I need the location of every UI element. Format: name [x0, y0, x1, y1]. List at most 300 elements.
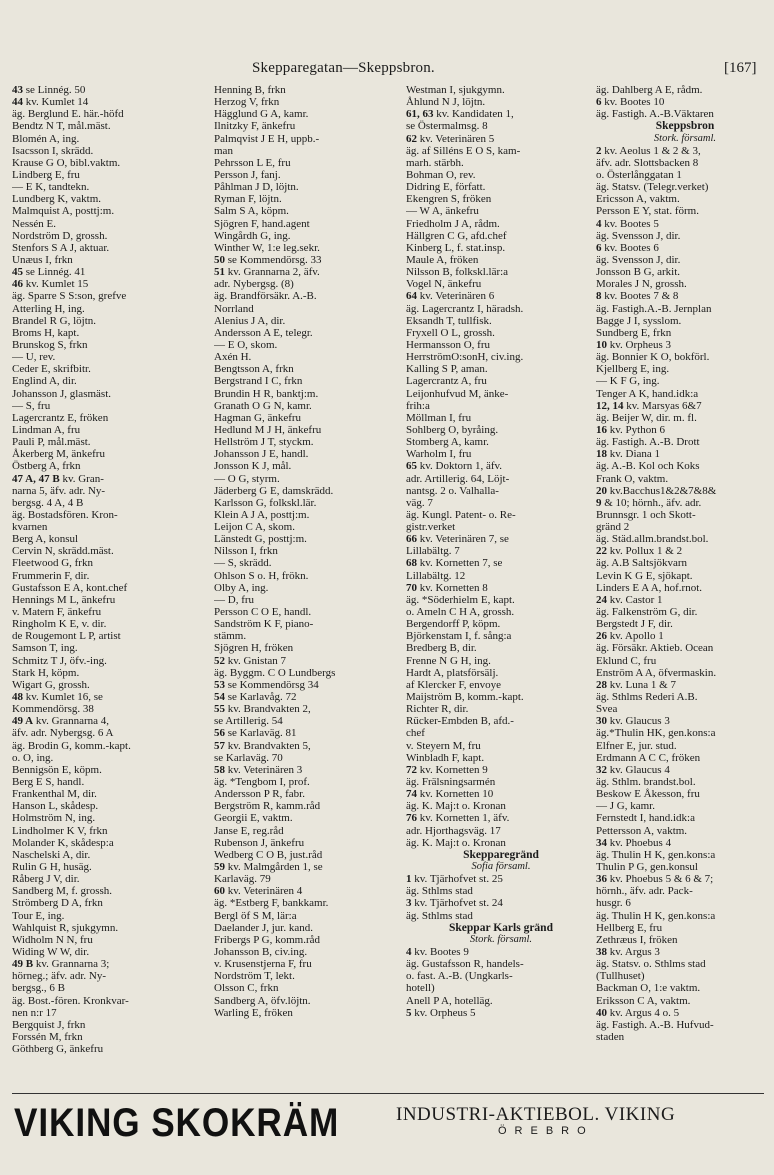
- directory-entry: 3 kv. Tjärhofvet st. 24: [406, 897, 503, 910]
- directory-entry: Ilnitzky F, änkefru: [214, 120, 296, 133]
- directory-entry: Wahlquist R, sjukgymn.: [12, 921, 119, 934]
- directory-entry: Rücker-Embden B, afd.-: [406, 715, 514, 728]
- directory-entry: 59 kv. Malmgården 1, se: [214, 861, 323, 873]
- directory-entry: 44 kv. Kumlet 14: [12, 96, 89, 109]
- directory-entry: Frummerin F, dir.: [12, 569, 90, 582]
- directory-entry: Stomberg A, kamr.: [406, 436, 489, 449]
- directory-entry: se Östermalmsg. 8: [406, 120, 488, 133]
- directory-entry: Åkerberg M, änkefru: [12, 448, 105, 461]
- directory-entry: gränd 2: [596, 521, 630, 534]
- directory-entry: nantsg. 2 o. Valhalla-: [406, 484, 499, 497]
- directory-entry: Bergl öf S M, lär:a: [214, 909, 297, 922]
- directory-entry: äg. af Silléns E O S, kam-: [406, 144, 521, 157]
- directory-entry: Lindman A, fru: [12, 423, 81, 436]
- directory-entry: 76 kv. Kornetten 1, äfv.: [406, 812, 510, 825]
- directory-entry: Bergquist J, frkn: [12, 1018, 86, 1031]
- directory-entry: Stenfors S A J, aktuar.: [12, 241, 110, 254]
- directory-column-2: [214, 84, 404, 1094]
- directory-entry: Blomén A, ing.: [12, 132, 80, 145]
- directory-entry: se Artillerig. 54: [214, 715, 283, 728]
- directory-entry: hörnh., äfv. adr. Pack-: [596, 885, 693, 898]
- directory-entry: Linders E A A, hof.rnot.: [596, 581, 703, 594]
- directory-entry: 72 kv. Kornetten 9: [406, 763, 488, 776]
- directory-entry: Ceder E, skrifbitr.: [12, 363, 91, 376]
- directory-entry: Persson E Y, stat. förm.: [596, 205, 699, 218]
- directory-entry: Herzog V, frkn: [214, 96, 280, 109]
- directory-entry: frih:a: [406, 399, 430, 412]
- directory-entry: — E O, skom.: [214, 338, 278, 351]
- section-subheading: Sofia församl.: [471, 861, 531, 872]
- page-number: [167]: [724, 60, 757, 76]
- advertisement-divider: [12, 1093, 764, 1094]
- directory-entry: Lindberg E, fru: [12, 168, 80, 181]
- directory-entry: narna 5, äfv. adr. Ny-: [12, 484, 106, 497]
- directory-entry: Unæus I, frkn: [12, 253, 73, 266]
- directory-entry: Råberg J V, dir.: [12, 873, 80, 886]
- directory-entry: Bergström R, kamm.råd: [214, 800, 321, 813]
- directory-entry: 60 kv. Veterinären 4: [214, 885, 303, 898]
- directory-entry: — S, skrädd.: [214, 557, 272, 570]
- directory-entry: Warholm I, fru: [406, 448, 472, 461]
- directory-entry: Gustafsson E A, kont.chef: [12, 581, 128, 594]
- directory-entry: Sandberg A, öfv.löjtn.: [214, 994, 311, 1007]
- directory-entry: äg. Thulin H K, gen.kons:a: [596, 909, 716, 922]
- directory-entry: — W A, änkefru: [406, 205, 479, 218]
- directory-entry: Johansson J, glasmäst.: [12, 387, 111, 400]
- directory-entry: se Karlaväg. 70: [214, 751, 283, 764]
- directory-entry: 74 kv. Kornetten 10: [406, 788, 494, 801]
- directory-entry: Andersson A E, telegr.: [214, 326, 313, 339]
- directory-entry: äfv. adr. Nybergsg. 6 A: [12, 727, 114, 740]
- directory-entry: Hermansson O, fru: [406, 338, 491, 351]
- directory-entry: Jonsson B G, arkit.: [596, 266, 681, 279]
- directory-entry: Georgii E, vaktm.: [214, 812, 293, 825]
- directory-entry: Ohlson S o. H, frökn.: [214, 569, 309, 582]
- directory-entry: 65 kv. Doktorn 1, äfv.: [406, 460, 503, 473]
- directory-entry: Fleetwood G, frkn: [12, 557, 93, 570]
- directory-entry: Nilsson I, frkn: [214, 545, 278, 558]
- directory-entry: Palmqvist J E H, uppb.-: [214, 132, 320, 145]
- directory-entry: 28 kv. Luna 1 & 7: [596, 678, 676, 691]
- section-heading: Skeppar Karls gränd: [449, 921, 553, 934]
- directory-entry: Warling E, fröken: [214, 1006, 293, 1019]
- directory-entry: husgr. 6: [596, 897, 631, 910]
- directory-entry: 55 kv. Brandvakten 2,: [214, 703, 311, 716]
- directory-entry: de Rougemont L P, artist: [12, 630, 121, 643]
- directory-entry: 66 kv. Veterinären 7, se: [406, 533, 509, 546]
- directory-entry: — O G, styrm.: [214, 472, 280, 485]
- directory-entry: Cervin N, skrädd.mäst.: [12, 545, 114, 558]
- directory-entry: äg. Dahlberg A E, rådm.: [596, 84, 703, 96]
- directory-entry: Granath O G N, kamr.: [214, 399, 312, 412]
- directory-entry: chef: [406, 727, 425, 740]
- directory-entry: Lagercrantz E, fröken: [12, 411, 109, 424]
- directory-entry: Ericsson A, vaktm.: [596, 193, 680, 206]
- directory-entry: Isacsson I, skrädd.: [12, 144, 94, 157]
- directory-entry: Nessén E.: [12, 217, 56, 230]
- directory-entry: äg. Fastigh. A.-B.Väktaren: [596, 108, 714, 121]
- directory-entry: Hellström J T, styckm.: [214, 436, 314, 449]
- directory-entry: 4 kv. Bootes 9: [406, 945, 469, 958]
- directory-entry: äg. Fastigh. A.-B. Drott: [596, 436, 700, 449]
- advertisement-brand: VIKING SKOKRÄM: [14, 1101, 340, 1145]
- directory-entry: Bredberg B, dir.: [406, 642, 477, 655]
- directory-entry: Molander K, skådesp:a: [12, 836, 114, 849]
- directory-entry: Frankenthal M, dir.: [12, 788, 97, 801]
- directory-entry: Hardt A, platsförsälj.: [406, 666, 499, 679]
- directory-entry: Axén H.: [214, 351, 252, 364]
- directory-entry: Hällgren C G, afd.chef: [406, 229, 507, 242]
- directory-entry: Kalling S P, aman.: [406, 363, 488, 376]
- directory-entry: äg. Bonnier K O, bokförl.: [596, 351, 710, 364]
- directory-entry: Didring E, författ.: [406, 181, 486, 194]
- directory-entry: v. Krusenstjerna F, fru: [214, 958, 312, 971]
- directory-entry: af Klercker F, envoye: [406, 678, 502, 691]
- directory-entry: Göthberg G, änkefru: [12, 1043, 104, 1056]
- directory-entry: äg. Försäkr. Aktieb. Ocean: [596, 642, 714, 655]
- directory-entry: 34 kv. Phoebus 4: [596, 836, 672, 849]
- directory-entry: Leijonhufvud M, änke-: [406, 387, 509, 400]
- directory-entry: Erdmann A C C, fröken: [596, 751, 701, 764]
- directory-entry: 64 kv. Veterinären 6: [406, 290, 495, 303]
- directory-entry: väg. 7: [406, 496, 433, 509]
- directory-entry: Brundin H R, banktj:m.: [214, 387, 319, 400]
- directory-entry: Beskow E Åkesson, fru: [596, 788, 700, 801]
- directory-entry: äg. Lagercrantz I, häradsh.: [406, 302, 524, 315]
- directory-column-1: [12, 84, 204, 1094]
- directory-entry: Rulin G H, husäg.: [12, 861, 92, 873]
- directory-entry: Påhlman J D, löjtn.: [214, 181, 299, 194]
- directory-entry: Andersson P R, fabr.: [214, 788, 305, 801]
- directory-entry: — U, rev.: [12, 351, 56, 364]
- directory-entry: Ekengren S, fröken: [406, 193, 492, 206]
- directory-entry: 9 & 10; hörnh., äfv. adr.: [596, 496, 702, 509]
- directory-entry: adr. Nybergsg. (8): [214, 278, 294, 291]
- directory-entry: Berg A, konsul: [12, 533, 79, 546]
- section-subheading: Stork. församl.: [469, 933, 533, 945]
- directory-entry: Malmquist A, posttj:m.: [12, 205, 115, 218]
- directory-entry: Pehrsson L E, fru: [214, 156, 291, 169]
- directory-entry: Åhlund N J, löjtn.: [406, 96, 486, 109]
- directory-entry: 58 kv. Veterinären 3: [214, 763, 303, 776]
- directory-entry: 2 kv. Aeolus 1 & 2 & 3,: [596, 144, 701, 157]
- directory-entry: 70 kv. Kornetten 8: [406, 581, 488, 594]
- directory-entry: äg. Bostadsfören. Kron-: [12, 508, 118, 521]
- directory-entry: Brandel R G, löjtn.: [12, 314, 97, 327]
- directory-entry: Kjellberg E, ing.: [596, 363, 670, 376]
- directory-entry: äg. *Tengbom I, prof.: [214, 776, 310, 789]
- directory-entry: äg. K. Maj:t o. Kronan: [406, 800, 506, 813]
- directory-entry: Elfner E, jur. stud.: [596, 739, 677, 752]
- directory-entry: 50 se Kommendörsg. 33: [214, 253, 322, 266]
- directory-entry: Schmitz T J, öfv.-ing.: [12, 654, 107, 667]
- directory-entry: Rubenson J, änkefru: [214, 836, 305, 849]
- directory-entry: Berg E S, handl.: [12, 776, 85, 789]
- directory-entry: Winther W, 1:e leg.sekr.: [214, 241, 320, 254]
- directory-entry: äg. A.B Saltsjökvarn: [596, 557, 688, 570]
- directory-entry: o. Österlånggatan 1: [596, 168, 682, 181]
- directory-entry: v. Matern F, änkefru: [12, 606, 102, 619]
- directory-entry: Eklund C, fru: [596, 654, 657, 667]
- directory-entry: 36 kv. Phoebus 5 & 6 & 7;: [596, 873, 714, 886]
- directory-entry: 26 kv. Apollo 1: [596, 630, 664, 643]
- directory-entry: Sohlberg O, byråing.: [406, 423, 499, 436]
- directory-entry: o. fast. A.-B. (Ungkarls-: [406, 970, 513, 983]
- directory-entry: äg. Fastigh.A.-B. Jernplan: [596, 302, 712, 315]
- directory-entry: Hagman G, änkefru: [214, 411, 302, 424]
- directory-entry: äg. Sparre S S:son, grefve: [12, 290, 127, 303]
- directory-entry: äg. Statsv. o. Sthlms stad: [596, 958, 706, 971]
- directory-entry: bergsg. 4 A, 4 B: [12, 496, 84, 509]
- directory-entry: v. Steyern M, fru: [406, 739, 481, 752]
- directory-entry: Widing W W, dir.: [12, 945, 90, 958]
- directory-entry: äg. *Estberg F, bankkamr.: [214, 897, 329, 910]
- directory-entry: Holmström N, ing.: [12, 812, 96, 825]
- directory-entry: 1 kv. Tjärhofvet st. 25: [406, 873, 503, 886]
- directory-entry: Kommendörsg. 38: [12, 703, 94, 716]
- directory-entry: Lillabältg. 12: [406, 569, 466, 582]
- directory-entry: Wedberg C O B, just.råd: [214, 848, 323, 861]
- directory-entry: marh. stärbh.: [406, 156, 464, 169]
- directory-entry: Bennigsön E, köpm.: [12, 763, 102, 776]
- directory-entry: (Tullhuset): [596, 970, 645, 983]
- directory-entry: äg. Thulin H K, gen.kons:a: [596, 848, 716, 861]
- directory-entry: Krause G O, bibl.vaktm.: [12, 156, 121, 169]
- directory-entry: Wingårdh G, ing.: [214, 229, 291, 242]
- directory-entry: Atterling H, ing.: [12, 302, 85, 315]
- directory-entry: Brunnsgr. 1 och Skott-: [596, 508, 696, 521]
- directory-entry: — E K, tandtekn.: [12, 181, 90, 194]
- directory-entry: Vogel N, änkefru: [406, 278, 482, 291]
- directory-entry: kvarnen: [12, 521, 48, 534]
- directory-entry: bergsg., 6 B: [12, 982, 65, 995]
- section-heading: Skepparegränd: [463, 848, 539, 861]
- directory-entry: 45 se Linnég. 41: [12, 266, 86, 279]
- directory-entry: äg. Berglund E. här.-höfd: [12, 108, 124, 121]
- directory-entry: Hennings M L, änkefru: [12, 593, 116, 606]
- directory-entry: Östberg A, frkn: [12, 460, 81, 473]
- directory-entry: Bengtsson A, frkn: [214, 363, 294, 376]
- directory-entry: Eriksson C A, vaktm.: [596, 994, 691, 1007]
- directory-entry: Naschelski A, dir.: [12, 848, 91, 861]
- directory-entry: Norrland: [214, 302, 254, 315]
- directory-entry: Bendtz N T, mål.mäst.: [12, 120, 111, 133]
- directory-entry: äg. Brodin G, komm.-kapt.: [12, 739, 131, 752]
- directory-entry: Morales J N, grossh.: [596, 278, 687, 291]
- directory-entry: Backman O, 1:e vaktm.: [596, 982, 701, 995]
- directory-entry: 43 se Linnég. 50: [12, 84, 86, 96]
- directory-entry: Friedholm J A, rådm.: [406, 217, 500, 230]
- directory-entry: Sjögren H, fröken: [214, 642, 294, 655]
- directory-entry: Maijström B, komm.-kapt.: [406, 691, 524, 704]
- directory-entry: Hanson L, skådesp.: [12, 800, 99, 813]
- directory-entry: äg. A.-B. Kol och Koks: [596, 460, 700, 473]
- directory-entry: Karlaväg. 79: [214, 873, 271, 886]
- directory-entry: 47 A, 47 B kv. Gran-: [12, 472, 104, 485]
- directory-entry: 51 kv. Grannarna 2, äfv.: [214, 266, 320, 279]
- directory-entry: 24 kv. Castor 1: [596, 593, 663, 606]
- directory-entry: nen n:r 17: [12, 1006, 57, 1019]
- directory-entry: Hedlund M J H, änkefru: [214, 423, 322, 436]
- directory-entry: Bergstedt J F, dir.: [596, 618, 673, 631]
- directory-entry: Widholm N N, fru: [12, 933, 93, 946]
- directory-entry: Johansson B, civ.ing.: [214, 945, 308, 958]
- directory-entry: 49 B kv. Grannarna 3;: [12, 958, 110, 971]
- directory-entry: 61, 63 kv. Kandidaten 1,: [406, 108, 514, 121]
- directory-entry: Frenne N G H, ing.: [406, 654, 491, 667]
- section-heading: Skeppsbron: [655, 120, 715, 133]
- directory-entry: äg. Beijer W, dir. m. fl.: [596, 411, 697, 424]
- directory-entry: äg. Svensson J, dir.: [596, 253, 681, 266]
- directory-entry: Nilsson B, folkskl.lär:a: [406, 266, 509, 279]
- directory-entry: Frank O, vaktm.: [596, 472, 669, 485]
- directory-entry: äg.*Thulin HK, gen.kons:a: [596, 727, 716, 740]
- directory-entry: äg. Svensson J, dir.: [596, 229, 681, 242]
- directory-entry: Hellberg E, fru: [596, 921, 663, 934]
- advertisement-city: ÖREBRO: [498, 1125, 594, 1137]
- directory-entry: Englind A, dir.: [12, 375, 77, 388]
- directory-entry: 8 kv. Bootes 7 & 8: [596, 290, 679, 303]
- directory-entry: äg. K. Maj:t o. Kronan: [406, 836, 506, 849]
- directory-column-3: [406, 84, 596, 1094]
- directory-entry: Leijon C A, skom.: [214, 521, 295, 534]
- directory-entry: äg. Fastigh. A.-B. Hufvud-: [596, 1018, 714, 1031]
- directory-entry: Kinberg L, f. stat.insp.: [406, 241, 506, 254]
- section-subheading: Stork. församl.: [653, 132, 717, 144]
- directory-entry: Broms H, kapt.: [12, 326, 80, 339]
- directory-entry: — J G, kamr.: [596, 800, 655, 813]
- directory-entry: Ringholm K E, v. dir.: [12, 618, 107, 631]
- directory-entry: Hägglund G A, kamr.: [214, 108, 309, 121]
- directory-entry: Lagercrantz A, fru: [406, 375, 487, 388]
- directory-entry: 38 kv. Argus 3: [596, 945, 660, 958]
- directory-entry: äg. Falkenström G, dir.: [596, 606, 698, 619]
- directory-entry: Länstedt G, posttj:m.: [214, 533, 307, 546]
- directory-entry: 18 kv. Diana 1: [596, 448, 661, 461]
- directory-entry: 62 kv. Veterinären 5: [406, 132, 495, 145]
- directory-entry: Pauli P, mål.mäst.: [12, 436, 91, 449]
- directory-entry: o. O, ing.: [12, 751, 54, 764]
- directory-entry: Lillabältg. 7: [406, 545, 460, 558]
- directory-entry: Eksandh T, tullfisk.: [406, 314, 492, 327]
- directory-entry: Bergendorff P, köpm.: [406, 618, 501, 631]
- directory-entry: 32 kv. Glaucus 4: [596, 763, 670, 776]
- directory-entry: Daelander J, jur. kand.: [214, 921, 313, 934]
- directory-entry: Westman I, sjukgymn.: [406, 84, 505, 96]
- directory-entry: Salm S A, köpm.: [214, 205, 289, 218]
- directory-entry: äg. Frälsningsarmén: [406, 776, 496, 789]
- directory-entry: 5 kv. Orpheus 5: [406, 1006, 476, 1019]
- directory-entry: Anell P A, hotelläg.: [406, 994, 493, 1007]
- directory-entry: stämm.: [214, 630, 247, 643]
- directory-entry: Ryman F, löjtn.: [214, 193, 282, 206]
- directory-entry: Pettersson A, vaktm.: [596, 824, 688, 837]
- directory-entry: Alenius J A, dir.: [214, 314, 286, 327]
- directory-entry: Enström A A, öfvermaskin.: [596, 666, 717, 679]
- directory-entry: Björkenstam I, f. sång:a: [406, 630, 512, 643]
- page-title: Skepparegatan—Skeppsbron.: [252, 60, 435, 76]
- directory-entry: — D, fru: [214, 593, 255, 606]
- directory-entry: Janse E, reg.råd: [214, 824, 284, 837]
- directory-entry: Zethræus I, fröken: [596, 933, 678, 946]
- directory-entry: Johansson J E, handl.: [214, 448, 309, 461]
- directory-entry: 22 kv. Pollux 1 & 2: [596, 545, 683, 558]
- directory-entry: 52 kv. Gnistan 7: [214, 654, 287, 667]
- directory-entry: Maule A, fröken: [406, 253, 479, 266]
- directory-entry: HerrströmO:sonH, civ.ing.: [406, 351, 524, 364]
- directory-entry: Olby A, ing.: [214, 581, 269, 594]
- directory-entry: Fernstedt I, hand.idk:a: [596, 812, 695, 825]
- directory-entry: äg. Sthlms Rederi A.B.: [596, 691, 698, 704]
- directory-entry: 68 kv. Kornetten 7, se: [406, 557, 503, 570]
- directory-entry: Tour E, ing.: [12, 909, 65, 922]
- directory-entry: 6 kv. Bootes 10: [596, 96, 665, 109]
- directory-entry: Wigart G, grossh.: [12, 678, 90, 691]
- directory-entry: 57 kv. Brandvakten 5,: [214, 739, 311, 752]
- directory-entry: Lundberg K, vaktm.: [12, 193, 102, 206]
- directory-entry: Karlsson G, folkskl.lär.: [214, 496, 317, 509]
- directory-entry: 54 se Karlavåg. 72: [214, 691, 297, 704]
- directory-entry: Henning B, frkn: [214, 84, 286, 96]
- directory-entry: o. Ameln C H A, grossh.: [406, 606, 515, 619]
- directory-entry: 49 A kv. Grannarna 4,: [12, 715, 110, 728]
- directory-entry: Olsson C, frkn: [214, 982, 279, 995]
- directory-column-4: [596, 84, 774, 1094]
- directory-entry: äg. Kungl. Patent- o. Re-: [406, 508, 516, 521]
- directory-entry: 40 kv. Argus 4 o. 5: [596, 1006, 680, 1019]
- directory-entry: — K F G, ing.: [596, 375, 660, 388]
- directory-entry: Möllman I, fru: [406, 411, 472, 424]
- directory-entry: Klein A J A, posttj:m.: [214, 508, 310, 521]
- directory-entry: staden: [596, 1030, 625, 1043]
- directory-entry: Winbladh F, kapt.: [406, 751, 485, 764]
- directory-entry: 16 kv. Python 6: [596, 423, 665, 436]
- directory-entry: äg. Gustafsson R, handels-: [406, 958, 524, 971]
- directory-entry: Sandström K F, piano-: [214, 618, 314, 631]
- directory-entry: Richter R, dir.: [406, 703, 469, 716]
- directory-entry: äg. Sthlms stad: [406, 909, 473, 922]
- directory-entry: 46 kv. Kumlet 15: [12, 278, 89, 291]
- directory-entry: 30 kv. Glaucus 3: [596, 715, 670, 728]
- directory-entry: Levin K G E, sjökapt.: [596, 569, 693, 582]
- directory-entry: 56 se Karlaväg. 81: [214, 727, 297, 740]
- directory-entry: 4 kv. Bootes 5: [596, 217, 659, 230]
- directory-entry: 48 kv. Kumlet 16, se: [12, 691, 103, 704]
- directory-entry: 6 kv. Bootes 6: [596, 241, 659, 254]
- directory-entry: Bergstrand I C, frkn: [214, 375, 303, 388]
- directory-entry: äg. Statsv. (Telegr.verket): [596, 181, 709, 194]
- directory-entry: adr. Artillerig. 64, Löjt-: [406, 472, 510, 485]
- directory-entry: äg. *Söderhielm E, kapt.: [406, 593, 515, 606]
- directory-entry: Brunskog S, frkn: [12, 338, 88, 351]
- directory-entry: man: [214, 144, 233, 157]
- directory-entry: äg. Sthlms stad: [406, 885, 473, 898]
- directory-entry: 10 kv. Orpheus 3: [596, 338, 672, 351]
- directory-entry: äg. Brandförsäkr. A.-B.: [214, 290, 317, 303]
- directory-entry: Bagge J I, sysslom.: [596, 314, 682, 327]
- directory-entry: Persson J, fanj.: [214, 168, 281, 181]
- directory-entry: Jäderberg G E, damskrädd.: [214, 484, 334, 497]
- directory-entry: äg. Städ.allm.brandst.bol.: [596, 533, 709, 546]
- directory-entry: Thulin P G, gen.konsul: [596, 861, 698, 873]
- directory-entry: äg. Sthlm. brandst.bol.: [596, 776, 696, 789]
- directory-entry: Svea: [596, 703, 618, 716]
- directory-entry: adr. Hjorthagsväg. 17: [406, 824, 501, 837]
- directory-entry: hörneg.; äfv. adr. Ny-: [12, 970, 106, 983]
- advertisement-company: INDUSTRI-AKTIEBOL. VIKING: [396, 1104, 676, 1125]
- directory-entry: Jonsson K J, mål.: [214, 460, 292, 473]
- directory-entry: äg. Bost.-fören. Kronkvar-: [12, 994, 129, 1007]
